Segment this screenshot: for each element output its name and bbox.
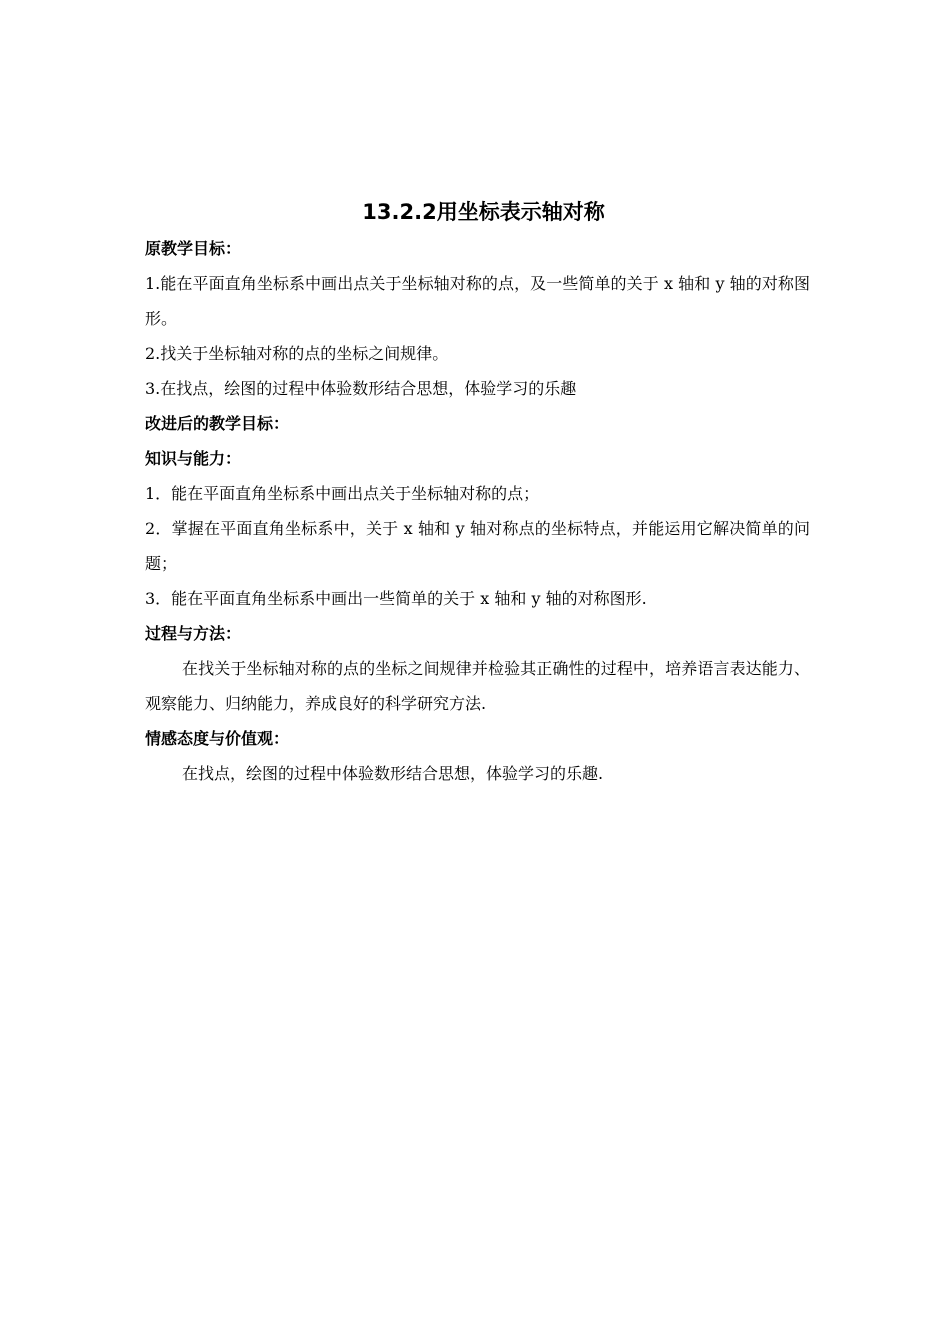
original-goals-heading: 原教学目标： [145, 239, 242, 258]
process-heading: 过程与方法： [145, 624, 242, 643]
attitude-text: 在找点，绘图的过程中体验数形结合思想，体验学习的乐趣. [182, 764, 604, 783]
improved-goals-heading: 改进后的教学目标： [145, 414, 290, 433]
knowledge-item-1: 1．能在平面直角坐标系中画出点关于坐标轴对称的点； [145, 484, 540, 503]
original-goal-item-1: 1.能在平面直角坐标系中画出点关于坐标轴对称的点，及一些简单的关于 x 轴和 y 轴的对称图形。 [145, 274, 810, 328]
knowledge-item-2: 2．掌握在平面直角坐标系中，关于 x 轴和 y 轴对称点的坐标特点，并能运用它解决简单的问题； [145, 519, 810, 573]
document-page [145, 195, 810, 791]
original-goal-item-3: 3.在找点，绘图的过程中体验数形结合思想，体验学习的乐趣 [145, 379, 577, 398]
knowledge-heading: 知识与能力： [145, 449, 242, 468]
process-text: 在找关于坐标轴对称的点的坐标之间规律并检验其正确性的过程中，培养语言表达能力、观察能力、归纳能力，养成良好的科学研究方法. [145, 659, 810, 713]
document-title: 13.2.2用坐标表示轴对称 [362, 200, 605, 224]
knowledge-item-3: 3．能在平面直角坐标系中画出一些简单的关于 x 轴和 y 轴的对称图形. [145, 589, 647, 608]
attitude-heading: 情感态度与价值观： [145, 729, 290, 748]
original-goal-item-2: 2.找关于坐标轴对称的点的坐标之间规律。 [145, 344, 449, 363]
